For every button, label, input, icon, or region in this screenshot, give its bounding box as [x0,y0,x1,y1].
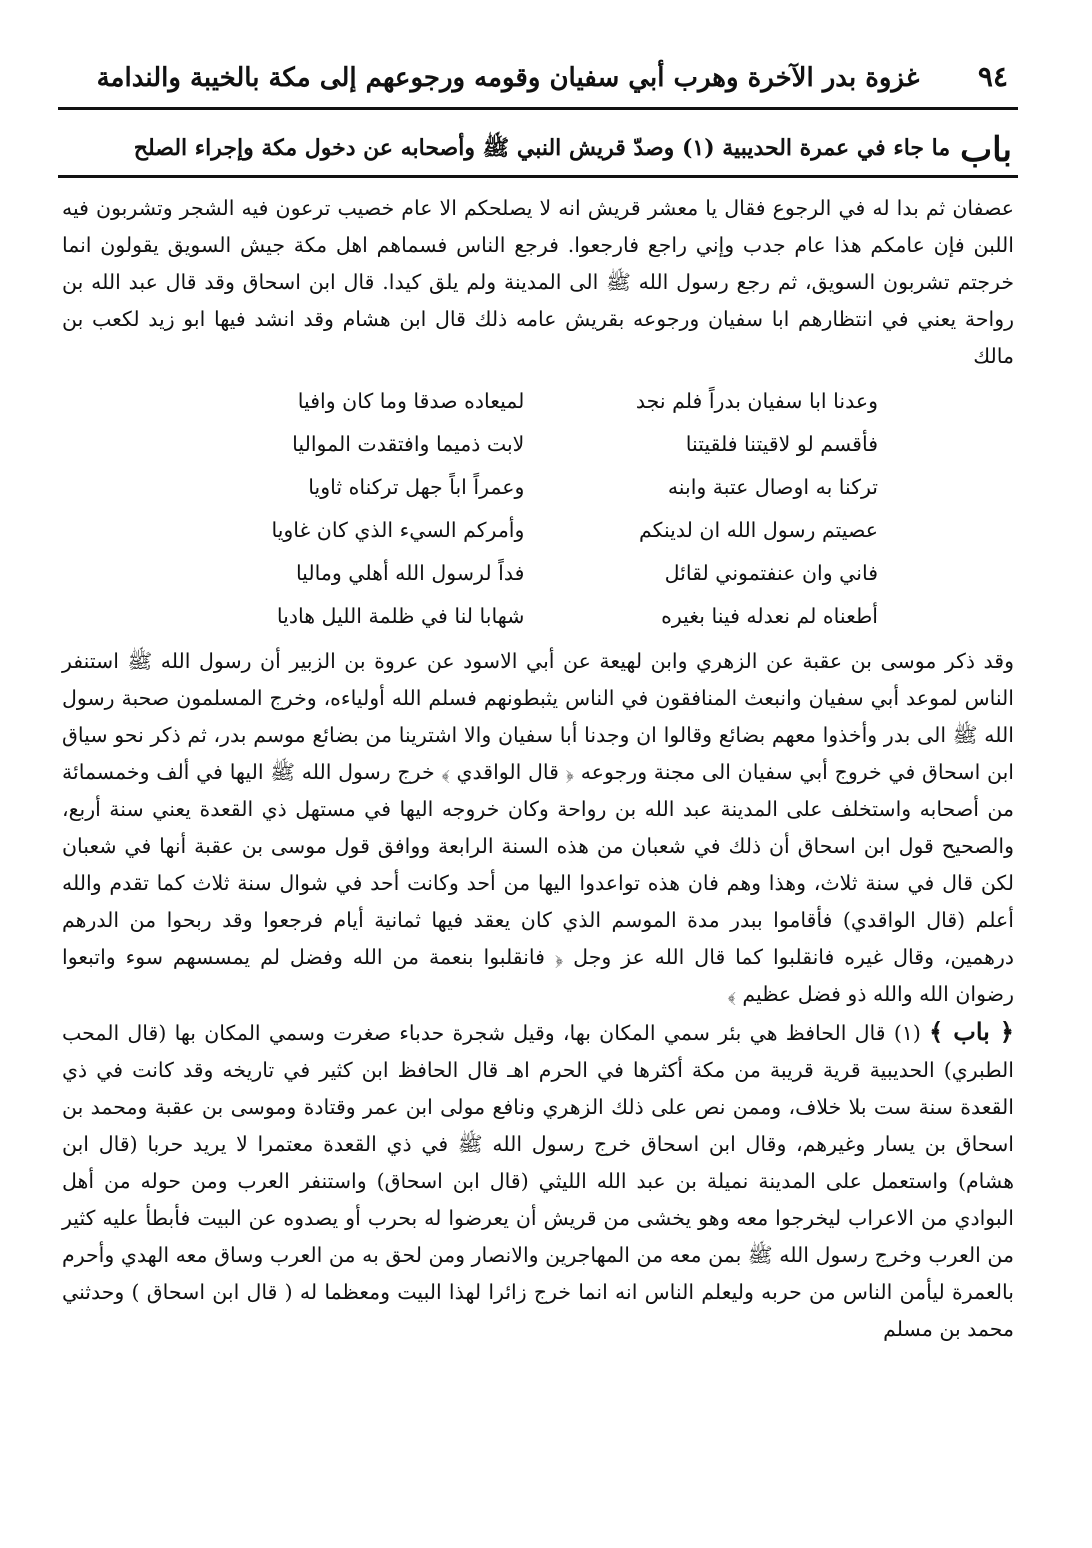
verse-second-half: لابت ذميما وافتقدت المواليا [292,431,525,456]
poem-verse [198,422,878,465]
paragraph-hudaybiya [58,1013,1018,1348]
poem-verse [198,465,878,508]
verse-first-half: عصيتم رسول الله ان لدينكم [639,517,878,542]
chapter-title: ما جاء في عمرة الحديبية (١) وصدّ قريش النبي ﷺ وأصحابه عن دخول مكة وإجراء الصلح [133,134,951,161]
verse-first-half: وعدنا ابا سفيان بدراً فلم نجد [635,388,878,413]
poem-verse [198,379,878,422]
paragraph-opening: عصفان ثم بدا له في الرجوع فقال يا معشر قريش انه لا يصلحكم الا عام خصيب ترعون فيه الشجر وتشربون فيه اللبن فإن عامكم هذا عام جدب وإني راجع فارجعوا. فرجع الناس فسماهم اهل مكة جيش السويق يقولون انما خرجتم تشربون السويق، ثم رجع رسول الله ﷺ الى المدينة ولم يلق كيدا. قال ابن اسحاق وقد قال عبد الله بن رواحة يعني في انتظارهم ابا سفيان ورجوعه بقريش عامه ذلك قال ابن هشام وقد انشد فيها ابو زيد لكعب بن مالك [62,196,1014,368]
verse-second-half: شهابا لنا في ظلمة الليل هاديا [276,603,525,628]
paragraph-musa-ibn-uqba: وقد ذكر موسى بن عقبة عن الزهري وابن لهيعة عن أبي الاسود عن عروة بن الزبير أن رسول الله ﷺ استنفر الناس لموعد أبي سفيان وانبعث المنافقون في الناس يثبطونهم فسلم الله أولياءه، وخرج المسلمون صحبة رسول الله ﷺ الى بدر وأخذوا معهم بضائع وقالوا ان وجدنا أبا سفيان والا اشترينا من بضائع موسم بدر، ثم ذكر نحو سياق ابن اسحاق في خروج أبي سفيان الى مجنة ورجوعه ﴿ قال الواقدي ﴾ خرج رسول الله ﷺ اليها في ألف وخمسمائة من أصحابه واستخلف على المدينة عبد الله بن رواحة وكان خروجه اليها في مستهل ذي القعدة يعني سنة أربع، والصحيح قول ابن اسحاق أن ذلك في شعبان من هذه السنة الرابعة ووافق قول موسى بن عقبة أنها في شعبان لكن قال في سنة ثلاث، وهذا وهم فان هذه تواعدوا اليها من أحد وكانت أحد في شوال سنة ثلاث كما تقدم والله أعلم (قال الواقدي) فأقاموا ببدر مدة الموسم الذي كان يعقد فيها ثمانية أيام فرجعوا وقد ربحوا من الدرهم درهمين، وقال غيره فانقلبوا كما قال الله عز وجل ﴿ فانقلبوا بنعمة من الله وفضل لم يمسسهم سوء واتبعوا رضوان الله والله ذو فضل عظيم ﴾ [62,649,1014,1006]
chapter-heading [58,124,1018,178]
verse-first-half: فاني وان عنفتموني لقائل [664,560,878,585]
verse-first-half: أطعناه لم نعدله فينا بغيره [661,603,878,628]
poem-verse [198,508,878,551]
poem-verse [198,551,878,594]
book-page [58,60,1018,1348]
running-header [58,60,1018,110]
verse-first-half: فأقسم لو لاقيتنا فلقيتنا [685,431,878,456]
page-number: ٩٤ [977,60,1008,93]
verse-first-half: تركنا به اوصال عتبة وابنه [667,474,878,499]
verse-second-half: وأمركم السيء الذي كان غاويا [271,517,525,542]
running-title: غزوة بدر الآخرة وهرب أبي سفيان وقومه ورجوعهم إلى مكة بالخيبة والندامة [96,63,920,93]
chapter-bab-label: باب [960,129,1012,170]
poem-verse [198,594,878,637]
verse-second-half: وعمراً اباً جهل تركناه ثاويا [308,474,525,499]
verse-second-half: فداً لرسول الله أهلي وماليا [295,560,525,585]
verse-second-half: لميعاده صدقا وما كان وافيا [297,388,525,413]
paragraph-hudaybiya-text: (١) قال الحافظ هي بئر سمي المكان بها، وقيل شجرة حدباء صغرت وسمي المكان بها (قال المحب الطبري) الحديبية قرية قريبة من مكة أكثرها في الحرم اهـ قال الحافظ ابن كثير في تاريخه وقد كانت في ذي القعدة سنة ست بلا خلاف، وممن نص على ذلك الزهري ونافع مولى ابن عمر وقتادة وموسى بن عقبة ومحمد بن اسحاق بن يسار وغيرهم، وقال ابن اسحاق خرج رسول الله ﷺ في ذي القعدة معتمرا لا يريد حربا (قال ابن هشام) واستعمل على المدينة نميلة بن عبد الله الليثي (قال ابن اسحاق) واستنفر العرب ومن حوله من أهل البوادي من الاعراب ليخرجوا معه وهو يخشى من قريش أن يعرضوا له بحرب أو يصدوه عن البيت فأبطأ عليه كثير من العرب وخرج رسول الله ﷺ بمن معه من المهاجرين والانصار ومن لحق به من العرب وساق معه الهدي وأحرم بالعمرة ليأمن الناس من حربه وليعلم الناس انه انما خرج زائرا لهذا البيت ومعظما له ( قال ابن اسحاق ) وحدثني محمد بن مسلم [62,1021,1014,1341]
inline-bab-label: ﴿ باب ﴾ [929,1017,1014,1046]
poem [58,379,1018,637]
